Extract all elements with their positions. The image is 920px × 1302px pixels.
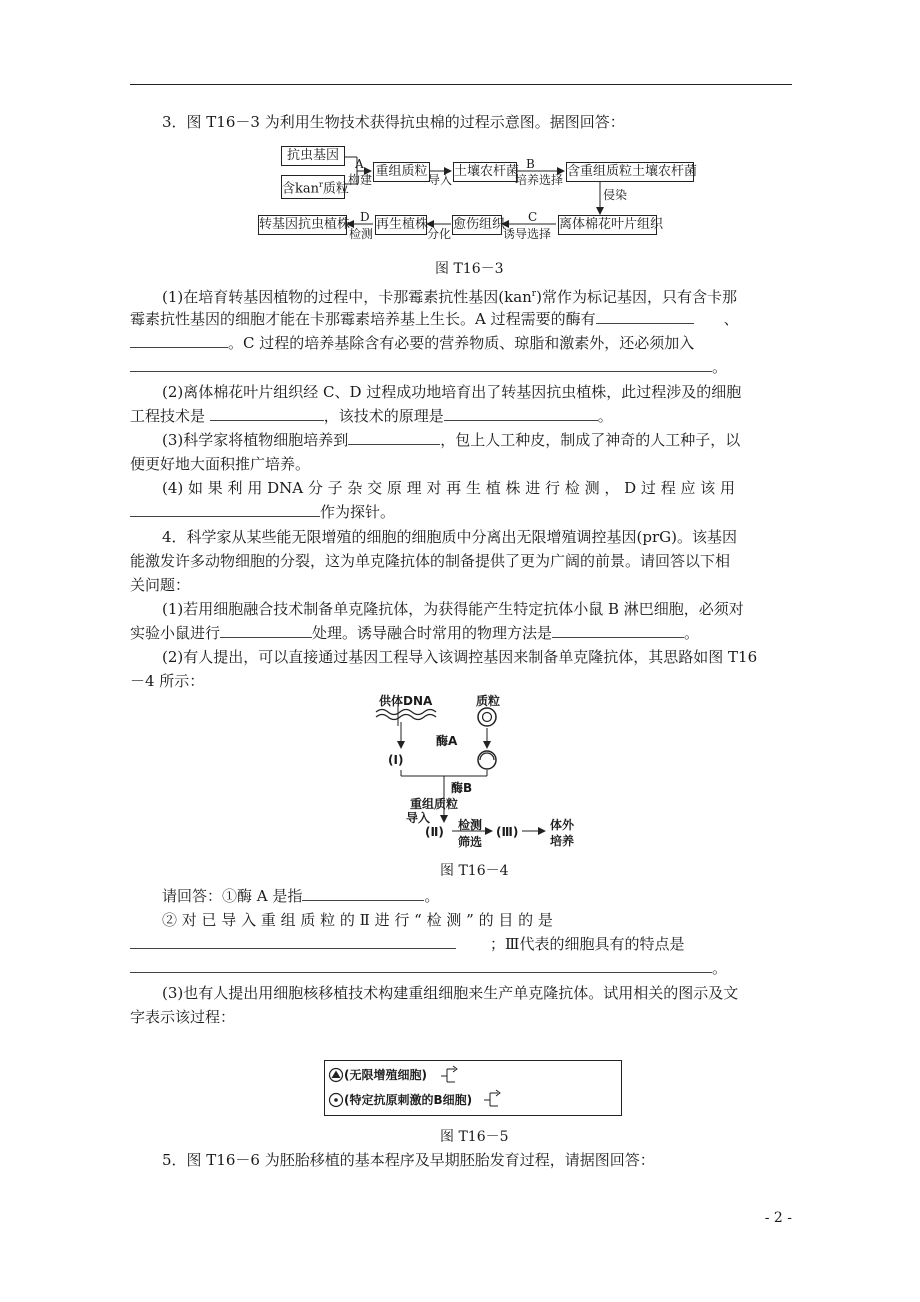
label-culture-select: 培养选择 [515, 173, 564, 187]
label-screen: 筛选 [458, 835, 483, 849]
q5-stem: 5．图 T16－6 为胚胎移植的基本程序及早期胚胎发育过程，请据图回答： [162, 1151, 655, 1169]
label-import: 导入 [406, 811, 431, 825]
label-in-vitro: 体外 [550, 818, 575, 832]
q3-p2-line2: 工程技术是 ，该技术的原理是 。 [130, 407, 613, 425]
label-a: A [355, 157, 364, 171]
q4-q2-line3: 。 [130, 958, 727, 978]
label-c: C [528, 210, 538, 224]
q4-p1-line2: 实验小鼠进行 处理。诱导融合时常用的物理方法是 。 [130, 624, 700, 642]
label-d: D [360, 210, 370, 224]
label-infect: 侵染 [603, 188, 628, 202]
q4-q2-line2: ；Ⅲ代表的细胞具有的特点是 [130, 934, 684, 954]
label-import: 导入 [428, 173, 453, 187]
q3-p4-line2: 作为探针。 [130, 502, 395, 522]
box-leaf-tissue: 离体棉花叶片组织 [558, 215, 657, 235]
q3-p3-line2: 便更好地大面积推广培养。 [130, 455, 311, 473]
box-regenerated-plant: 再生植株 [375, 215, 427, 235]
box-insect-resistance-gene: 抗虫基因 [281, 146, 345, 166]
label-enzyme-b: 酶B [451, 781, 473, 795]
box-callus: 愈伤组织 [452, 215, 502, 235]
q4-p1-line1: (1)若用细胞融合技术制备单克隆抗体，为获得能产生特定抗体小鼠 B 淋巴细胞，必须对 [162, 600, 744, 618]
q3-p2-line1: (2)离体棉花叶片组织经 C、D 过程成功地培育出了转基因抗虫植株，此过程涉及的细胞 [162, 383, 742, 401]
q4-p3-line1: (3)也有人提出用细胞核移植技术构建重组细胞来生产单克隆抗体。试用相关的图示及文 [162, 984, 739, 1002]
box-agrobacterium-with-recombinant-plasmid: 含重组质粒土壤农杆菌 [566, 162, 694, 182]
q3-p1-line3: 。C 过程的培养基除含有必要的营养物质、琼脂和激素外，还必须加入 [130, 333, 694, 353]
q4-stem-line1: 4．科学家从某些能无限增殖的细胞的细胞质中分离出无限增殖调控基因(prG)。该基因 [162, 528, 738, 546]
label-donor-dna: 供体DNA [379, 694, 433, 708]
label-plasmid: 质粒 [476, 694, 501, 708]
q4-stem-line3: 关问题： [130, 576, 191, 594]
label-node-iii: (Ⅲ) [496, 825, 519, 839]
q3-p1-line4: 。 [130, 357, 727, 377]
q4-stem-line2: 能激发许多动物细胞的分裂，这为单克隆抗体的制备提供了更为广阔的前景。请回答以下相 [130, 552, 731, 570]
q3-p3-line1: (3)科学家将植物细胞培养到 ，包上人工种皮，制成了神奇的人工种子，以 [162, 431, 741, 449]
q4-p3-line2: 字表示该过程： [130, 1008, 236, 1026]
box-transgenic-plant: 转基因抗虫植株 [258, 215, 347, 235]
label-detect: 检测 [458, 818, 483, 832]
q3-p1-line2: 霉素抗性基因的细胞才能在卡那霉素培养基上生长。A 过程需要的酶有 、 [130, 310, 739, 328]
box-recombinant-plasmid: 重组质粒 [373, 162, 430, 182]
label-induce-select: 诱导选择 [503, 227, 552, 241]
label-differentiate: 分化 [427, 227, 452, 241]
label-recombinant-plasmid: 重组质粒 [410, 797, 459, 811]
box-agrobacterium: 土壤农杆菌 [453, 162, 517, 182]
q3-p1-line1: (1)在培育转基因植物的过程中，卡那霉素抗性基因(kan$^r$)常作为标记基因，只有含卡那 [162, 288, 737, 306]
caption-t16-4: 图 T16－4 [440, 863, 509, 879]
caption-t16-3: 图 T16－3 [435, 261, 504, 277]
label-culture: 培养 [550, 834, 575, 848]
label-node-ii: (Ⅱ) [425, 825, 444, 839]
q4-p2-line1: (2)有人提出，可以直接通过基因工程导入该调控基因来制备单克隆抗体，其思路如图 T16 [162, 648, 758, 666]
q4-p2-line2: －4 所示： [130, 672, 205, 690]
label-detect: 检测 [349, 227, 374, 241]
label-node-i: (Ⅰ) [388, 753, 404, 767]
label-immortal-cell: (无限增殖细胞) [344, 1068, 427, 1082]
label-build: 构建 [348, 173, 373, 187]
caption-t16-5: 图 T16－5 [440, 1129, 509, 1145]
q3-stem: 3．图 T16－3 为利用生物技术获得抗虫棉的过程示意图。据图回答： [162, 113, 625, 131]
page-number: - 2 - [764, 1210, 792, 1226]
q4-ask: 请回答：①酶 A 是指 。 [162, 887, 440, 905]
label-b-cell: (特定抗原刺激的B细胞) [344, 1093, 473, 1107]
box-kan-plasmid: 含kan$^r$质粒 [281, 175, 345, 199]
q4-q2-line1: ② 对 已 导 入 重 组 质 粒 的 Ⅱ 进 行 “ 检 测 ” 的 目 的 是 [162, 911, 553, 929]
label-enzyme-a: 酶A [436, 734, 458, 748]
label-b: B [526, 157, 535, 171]
q3-p4-line1: (4) 如 果 利 用 DNA 分 子 杂 交 原 理 对 再 生 植 株 进 行 检 测 ， D 过 程 应 该 用 [162, 479, 735, 497]
